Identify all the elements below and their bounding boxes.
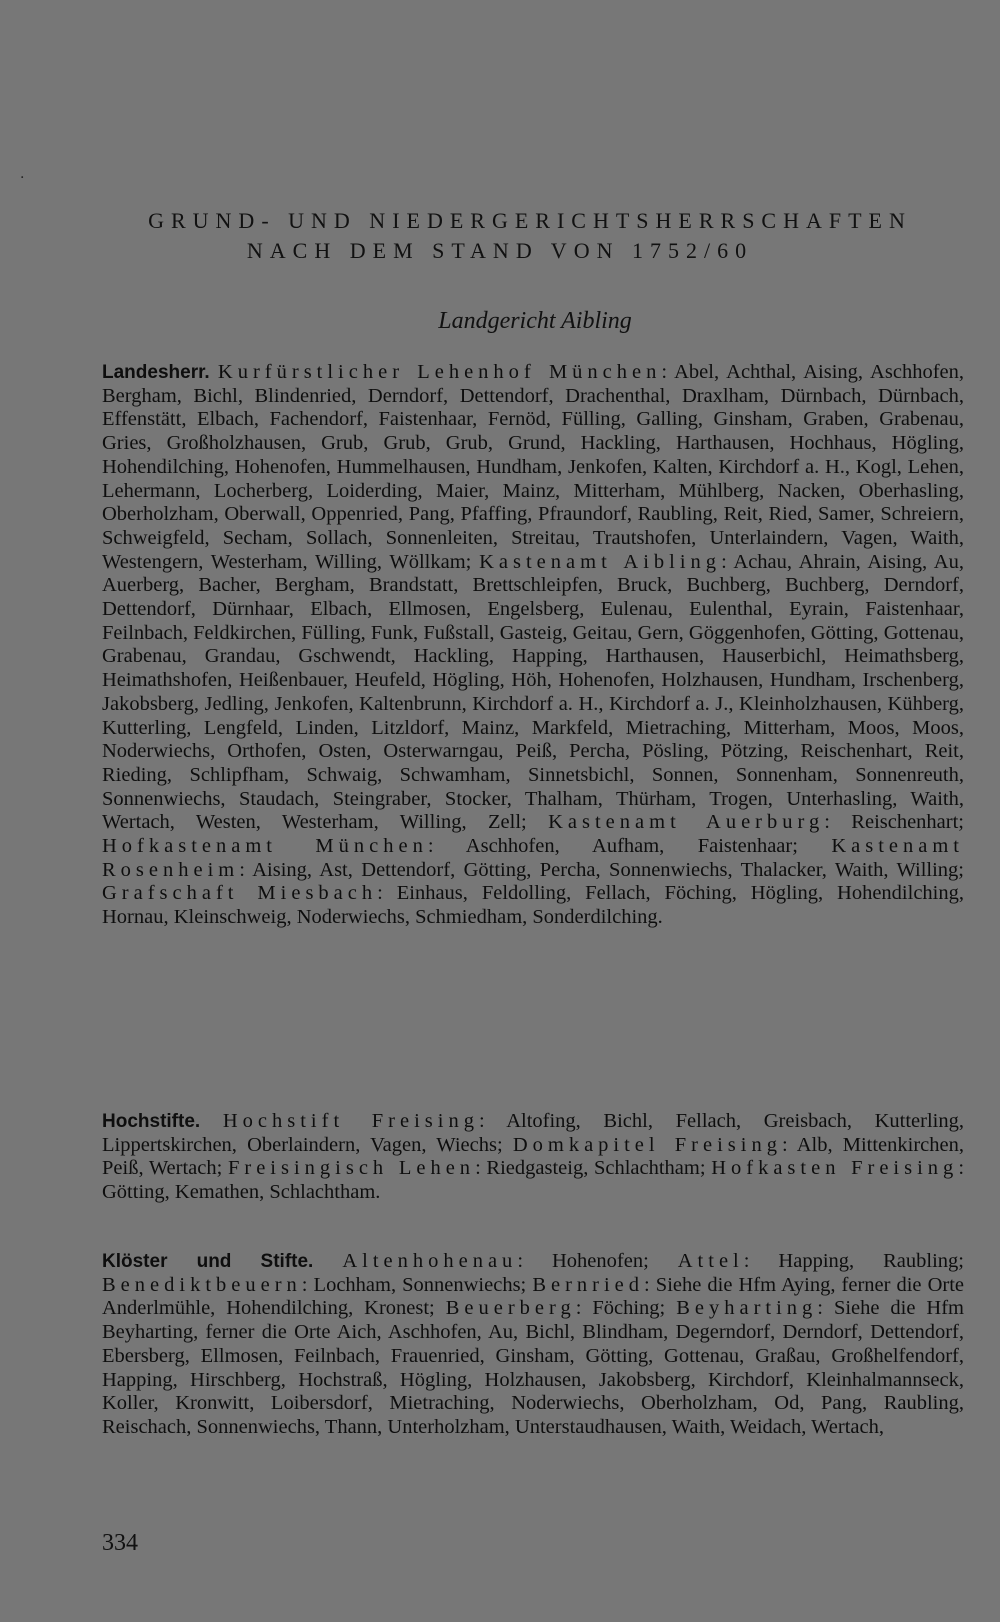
place-list: : Lochham, Sonnenwiechs; <box>301 1273 533 1296</box>
place-list: : Hohenofen; <box>517 1250 678 1272</box>
owner-name: Beyharting <box>676 1297 818 1320</box>
owner-name: Hofkasten Freising <box>711 1157 959 1180</box>
owner-name: Attel <box>677 1250 744 1272</box>
place-list: : Altofing, Bichl, Fellach, Greisbach, Kutterling, Lippertskirchen, Oberlaindern, Vagen, Wiechs; <box>102 1110 964 1156</box>
owner-name: Hochstift Freising <box>222 1110 479 1132</box>
scan-speck: · <box>20 170 25 186</box>
place-list: : Siehe die Hfm Aying, ferner die Orte Anderlmühle, Hohendilching, Kronest; <box>102 1273 965 1320</box>
place-list: : Götting, Kemathen, Schlachtham. <box>102 1157 965 1204</box>
paragraph-heading: Landesherr. <box>102 362 210 383</box>
place-list: : Einhaus, Feldolling, Fellach, Föching, Högling, Hohendilching, Hornau, Kleinschweig, Noderwiechs, Schmiedham, Sonderdilching. <box>102 882 964 929</box>
paragraph-heading: Hochstifte. <box>102 1111 201 1132</box>
place-list: : Siehe die Hfm Beyharting, ferner die Orte Aich, Aschhofen, Au, Bichl, Blindham, Degerndorf, Derndorf, Dettendorf, Ebersberg, Ellmosen, Feilnbach, Frauenried, Ginsham, Götting, Gottenau, Graßau, Großhelfendorf, Happing, Hirschberg, Hochstraß, Högling, Holzhausen, Jakobsberg, Kirchdorf, Kleinhalmannseck, Koller, Kronwitt, Loibersdorf, Mietraching, Noderwiechs, Oberholzham, Od, Pang, Raubling, Reischach, Sonnenwiechs, Thann, Unterholzham, Unterstaudhausen, Waith, Weidach, Wertach, <box>102 1297 964 1438</box>
page-title-line-1: GRUND- UND NIEDERGERICHTSHERRSCHAFTEN <box>148 208 912 233</box>
place-list: : Föching; <box>575 1297 677 1320</box>
place-list: : Achau, Ahrain, Aising, Au, Auerberg, Bacher, Bergham, Brandstatt, Brettschleipfen, Bruck, Buchberg, Buchberg, Derndorf, Dettendorf, Dürnhaar, Elbach, Ellmosen, Engelsberg, Eulenau, Eulenthal, Eyrain, Faistenhaar, Feilnbach, Feldkirchen, Fülling, Funk, Fußstall, Gasteig, Geitau, Gern, Göggenhofen, Götting, Gottenau, Grabenau, Grandau, Gschwendt, Hackling, Happing, Harthausen, Hauserbichl, Heimathsberg, Heimathshofen, Heißenbauer, Heufeld, Högling, Höh, Hohenofen, Holzhausen, Hundham, Irschenberg, Jakobsberg, Jedling, Jenkofen, Kaltenbrunn, Kirchdorf a. H., Kirchdorf a. J., Kleinholzhausen, Kühberg, Kutterling, Lengfeld, Linden, Litzldorf, Mainz, Markfeld, Mietraching, Mitterham, Moos, Moos, Noderwiechs, Orthofen, Osten, Osterwarngau, Peiß, Percha, Pösling, Pötzing, Reischenhart, Reit, Rieding, Schlipfham, Schwaig, Schwamham, Sinnetsbichl, Sonnen, Sonnenham, Sonnenreuth, Sonnenwiechs, Staudach, Steingraber, Stocker, Thalham, Thürham, Trogen, Unterhasling, Waith, Wertach, Westen, Westerham, Willing, Zell; <box>102 550 964 834</box>
owner-name: Kastenamt Auerburg <box>548 811 825 834</box>
owner-name: Domkapitel Freising <box>512 1133 782 1156</box>
paragraph-landesherr <box>102 361 964 930</box>
place-list: : Riedgasteig, Schlachtham; <box>475 1157 712 1180</box>
place-list: : Aising, Ast, Dettendorf, Götting, Percha, Sonnenwiechs, Thalacker, Waith, Willing; <box>239 858 964 881</box>
place-list: : Aschhofen, Aufham, Faistenhaar; <box>427 835 832 858</box>
place-list: : Alb, Mittenkirchen, Peiß, Wertach; <box>102 1133 964 1180</box>
paragraph-heading: Klöster und Stifte. <box>102 1251 314 1272</box>
owner-name: Bernried <box>532 1273 645 1296</box>
owner-name: Kastenamt Rosenheim <box>102 835 964 881</box>
paragraph-hochstifte <box>102 1110 964 1205</box>
section-subtitle: Landgericht Aibling <box>438 308 632 334</box>
owner-name: Benediktbeuern <box>102 1273 302 1296</box>
place-list: : Happing, Raubling; <box>743 1250 964 1272</box>
owner-name: Hofkastenamt München <box>102 835 428 858</box>
owner-name: Freisingisch Lehen <box>227 1157 476 1180</box>
owner-name: Kurfürstlicher Lehenhof München <box>217 361 662 383</box>
page-number: 334 <box>102 1530 138 1556</box>
owner-name: Kastenamt Aibling <box>479 550 722 573</box>
page-title-line-2: NACH DEM STAND VON 1752/60 <box>246 238 754 263</box>
owner-name: Altenhohenau <box>342 1250 518 1272</box>
place-list: : Reischenhart; <box>824 811 965 834</box>
owner-name: Grafschaft Miesbach <box>102 882 378 905</box>
place-list: : Abel, Achthal, Aising, Aschhofen, Bergham, Bichl, Blindenried, Derndorf, Dettendorf, Drachenthal, Draxlham, Dürnbach, Dürnbach, Effenstätt, Elbach, Fachendorf, Faistenhaar, Fernöd, Fülling, Galling, Ginsham, Graben, Grabenau, Gries, Großholzhausen, Grub, Grub, Grub, Grund, Hackling, Harthausen, Hochhaus, Högling, Hohendilching, Hohenofen, Hummelhausen, Hundham, Jenkofen, Kalten, Kirchdorf a. H., Kogl, Lehen, Lehermann, Locherberg, Loiderding, Maier, Mainz, Mitterham, Mühlberg, Nacken, Oberhasling, Oberholzham, Oberwall, Oppenried, Pang, Pfaffing, Pfraundorf, Raubling, Reit, Ried, Samer, Schreiern, Schweigfeld, Secham, Sollach, Sonnenleiten, Streitau, Trautshofen, Unterlaindern, Vagen, Waith, Westengern, Westerham, Willing, Wöllkam; <box>102 361 964 573</box>
owner-name: Beuerberg <box>445 1297 576 1320</box>
paragraph-kloester <box>102 1250 964 1440</box>
